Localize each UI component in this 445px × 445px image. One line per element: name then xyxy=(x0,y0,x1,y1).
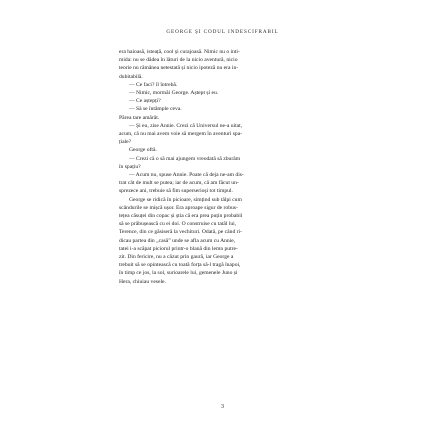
text-line: sprezece ani, trebuie să fim superserioși tot timpul. xyxy=(119,188,233,195)
text-line: dubitabilă. xyxy=(119,73,143,80)
page-number: 3 xyxy=(221,404,224,410)
text-line: — Acum nu, spuse Annie. Poate că deja ne-am dis- xyxy=(129,172,244,179)
text-line: țiale? xyxy=(119,139,132,146)
text-line: teorie nu rămânea netestată și nicio ipoteză nu era in- xyxy=(119,65,239,72)
text-line: era haioasă, isteață, cool și curajoasă. Nimic nu o inti- xyxy=(119,49,240,55)
text-line: — Ce faci? îl întrebă. xyxy=(129,81,178,88)
running-head: GEORGE ȘI CODUL INDESCIFRABIL xyxy=(166,29,279,35)
text-line: în timp ce jos, la sol, surioarele lui, gemenele Juno și xyxy=(119,270,238,277)
text-line: George oftă. xyxy=(129,147,157,154)
text-line: Părea tare amărât. xyxy=(119,114,160,121)
text-line: Hera, chiuiau vesele. xyxy=(119,278,166,285)
text-line: — Ce aștepți? xyxy=(129,98,161,105)
text-line: George se ridică în picioare, simțind sub tălpi cum xyxy=(129,196,242,203)
text-line: tatei i-a scăpat piciorul printr-o blană din lemn putre- xyxy=(119,245,238,252)
text-line: în spațiu? xyxy=(119,163,141,170)
text-line: trebuit să se opintească cu toată forța să-l tragă înapoi, xyxy=(119,262,241,269)
text-line: acum, că nu mai avem voie să mergem în aventuri spa- xyxy=(119,131,243,138)
text-line: — Crezi că o să mai ajungem vreodată să zburăm xyxy=(129,155,241,162)
text-line: zit. Din fericire, nu a căzut prin gaură, iar George a xyxy=(119,254,234,261)
text-line: Terence, din ce găsiseră la vechituri. Odată, pe când ri- xyxy=(119,229,242,236)
body-text xyxy=(119,48,329,286)
text-line: mida: nu se dădea în lături de la nicio aventură, nicio xyxy=(119,57,238,64)
text-line: scândurile se mișcă ușor. Era aproape sigur de robus- xyxy=(119,204,238,211)
text-line: dicau partea din „casă” unde se afla acum cu Annie, xyxy=(119,237,236,244)
text-line: — Să se întâmple ceva. xyxy=(129,106,182,113)
text-line: — Și eu, zise Annie. Crezi că Universul ne-a uitat, xyxy=(129,122,243,129)
text-line: să se prăbușească cu ei doi. O construise cu tatăl lui, xyxy=(119,221,237,228)
text-line: tețea căsuței din copac și știa că era prea puțin probabil xyxy=(119,213,243,220)
text-line: trat cât de mult se putea; iar de acum, că am făcut un- xyxy=(119,180,239,187)
text-line: — Nimic, mormăi George. Aștept și eu. xyxy=(129,90,219,97)
